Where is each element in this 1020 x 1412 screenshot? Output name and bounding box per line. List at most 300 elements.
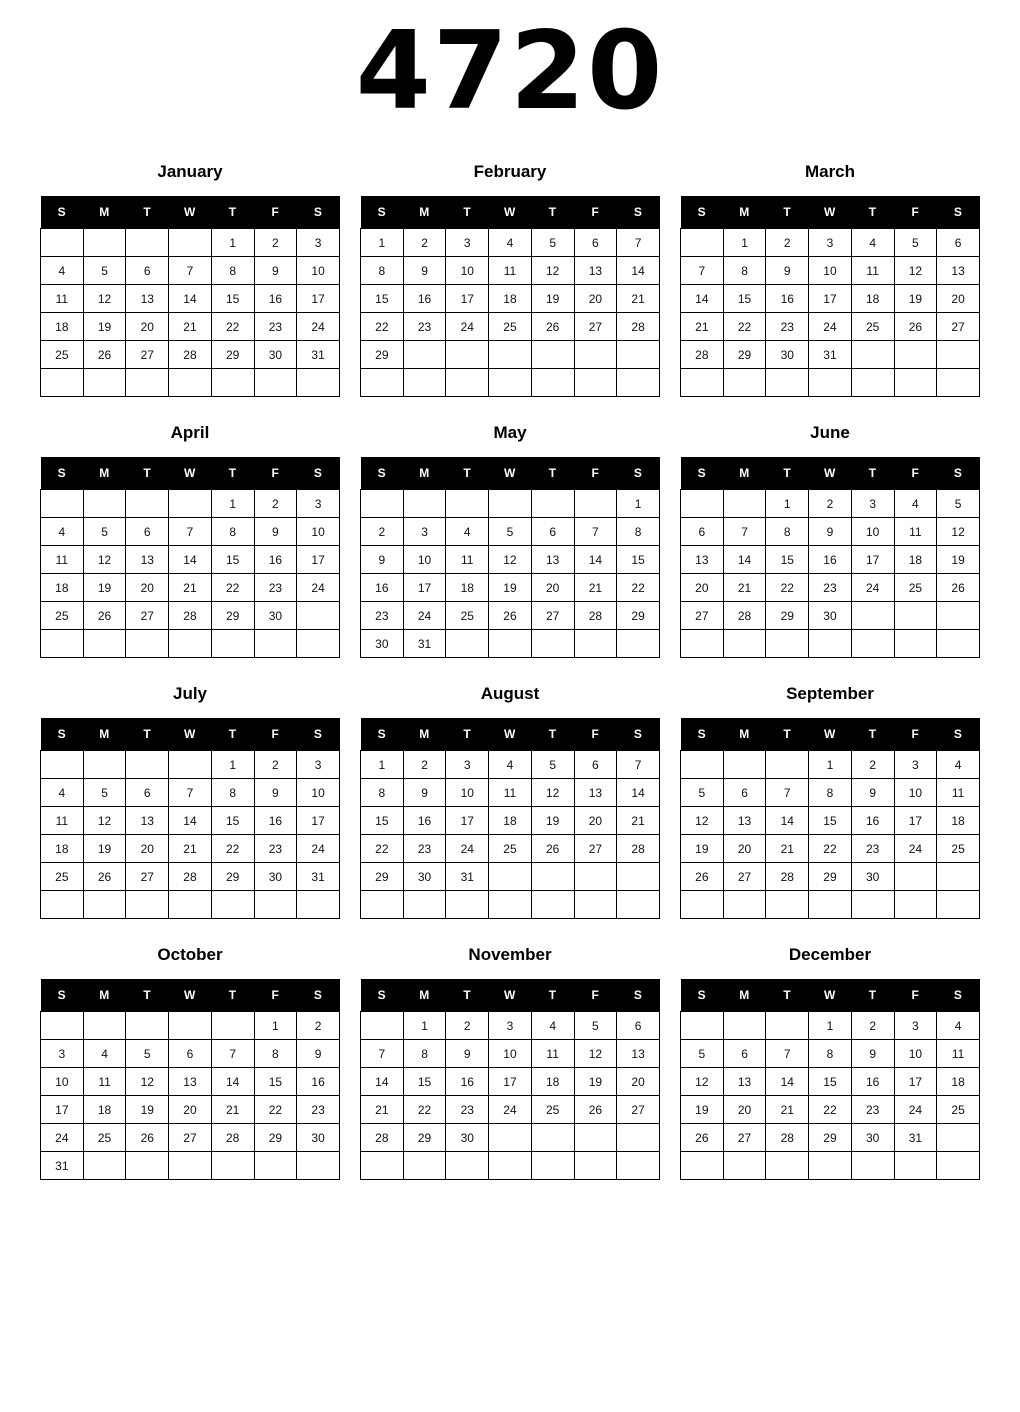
day-cell[interactable]: 1 bbox=[617, 490, 660, 518]
day-cell[interactable]: 15 bbox=[809, 807, 852, 835]
day-cell[interactable]: 25 bbox=[41, 602, 84, 630]
day-cell[interactable]: 2 bbox=[403, 229, 446, 257]
day-cell[interactable]: 7 bbox=[681, 257, 724, 285]
day-cell[interactable]: 1 bbox=[809, 1012, 852, 1040]
day-cell[interactable]: 10 bbox=[297, 779, 340, 807]
day-cell[interactable]: 17 bbox=[489, 1068, 532, 1096]
day-cell[interactable]: 12 bbox=[574, 1040, 617, 1068]
day-cell[interactable]: 6 bbox=[169, 1040, 212, 1068]
day-cell[interactable]: 15 bbox=[766, 546, 809, 574]
day-cell[interactable]: 27 bbox=[126, 341, 169, 369]
day-cell[interactable]: 21 bbox=[681, 313, 724, 341]
day-cell[interactable]: 25 bbox=[851, 313, 894, 341]
day-cell[interactable]: 29 bbox=[361, 341, 404, 369]
day-cell[interactable]: 29 bbox=[766, 602, 809, 630]
day-cell[interactable]: 24 bbox=[297, 835, 340, 863]
day-cell[interactable]: 25 bbox=[937, 1096, 980, 1124]
day-cell[interactable]: 17 bbox=[41, 1096, 84, 1124]
day-cell[interactable]: 19 bbox=[681, 835, 724, 863]
day-cell[interactable]: 8 bbox=[403, 1040, 446, 1068]
day-cell[interactable]: 29 bbox=[809, 863, 852, 891]
day-cell[interactable]: 2 bbox=[851, 751, 894, 779]
day-cell[interactable]: 23 bbox=[766, 313, 809, 341]
day-cell[interactable]: 21 bbox=[617, 807, 660, 835]
day-cell[interactable]: 20 bbox=[937, 285, 980, 313]
day-cell[interactable]: 25 bbox=[446, 602, 489, 630]
day-cell[interactable]: 13 bbox=[723, 1068, 766, 1096]
day-cell[interactable]: 28 bbox=[574, 602, 617, 630]
day-cell[interactable]: 21 bbox=[574, 574, 617, 602]
day-cell[interactable]: 27 bbox=[681, 602, 724, 630]
day-cell[interactable]: 29 bbox=[254, 1124, 297, 1152]
day-cell[interactable]: 22 bbox=[723, 313, 766, 341]
day-cell[interactable]: 30 bbox=[254, 863, 297, 891]
day-cell[interactable]: 26 bbox=[83, 863, 126, 891]
day-cell[interactable]: 17 bbox=[809, 285, 852, 313]
day-cell[interactable]: 21 bbox=[617, 285, 660, 313]
day-cell[interactable]: 27 bbox=[723, 863, 766, 891]
day-cell[interactable]: 2 bbox=[446, 1012, 489, 1040]
day-cell[interactable]: 10 bbox=[403, 546, 446, 574]
day-cell[interactable]: 13 bbox=[169, 1068, 212, 1096]
day-cell[interactable]: 30 bbox=[254, 602, 297, 630]
day-cell[interactable]: 7 bbox=[169, 518, 212, 546]
day-cell[interactable]: 11 bbox=[489, 779, 532, 807]
day-cell[interactable]: 21 bbox=[211, 1096, 254, 1124]
day-cell[interactable]: 6 bbox=[617, 1012, 660, 1040]
day-cell[interactable]: 29 bbox=[809, 1124, 852, 1152]
day-cell[interactable]: 3 bbox=[851, 490, 894, 518]
day-cell[interactable]: 23 bbox=[403, 313, 446, 341]
day-cell[interactable]: 5 bbox=[83, 518, 126, 546]
day-cell[interactable]: 6 bbox=[681, 518, 724, 546]
day-cell[interactable]: 15 bbox=[617, 546, 660, 574]
day-cell[interactable]: 22 bbox=[617, 574, 660, 602]
day-cell[interactable]: 11 bbox=[41, 807, 84, 835]
day-cell[interactable]: 4 bbox=[83, 1040, 126, 1068]
day-cell[interactable]: 13 bbox=[574, 779, 617, 807]
day-cell[interactable]: 27 bbox=[531, 602, 574, 630]
day-cell[interactable]: 18 bbox=[489, 285, 532, 313]
day-cell[interactable]: 14 bbox=[723, 546, 766, 574]
day-cell[interactable]: 14 bbox=[169, 807, 212, 835]
day-cell[interactable]: 28 bbox=[169, 341, 212, 369]
day-cell[interactable]: 17 bbox=[851, 546, 894, 574]
day-cell[interactable]: 31 bbox=[297, 863, 340, 891]
day-cell[interactable]: 5 bbox=[681, 1040, 724, 1068]
day-cell[interactable]: 15 bbox=[723, 285, 766, 313]
day-cell[interactable]: 7 bbox=[766, 1040, 809, 1068]
day-cell[interactable]: 18 bbox=[851, 285, 894, 313]
day-cell[interactable]: 18 bbox=[83, 1096, 126, 1124]
day-cell[interactable]: 9 bbox=[403, 779, 446, 807]
day-cell[interactable]: 8 bbox=[211, 518, 254, 546]
day-cell[interactable]: 1 bbox=[809, 751, 852, 779]
day-cell[interactable]: 4 bbox=[41, 518, 84, 546]
day-cell[interactable]: 5 bbox=[83, 779, 126, 807]
day-cell[interactable]: 28 bbox=[617, 835, 660, 863]
day-cell[interactable]: 5 bbox=[126, 1040, 169, 1068]
day-cell[interactable]: 6 bbox=[723, 779, 766, 807]
day-cell[interactable]: 15 bbox=[254, 1068, 297, 1096]
day-cell[interactable]: 11 bbox=[446, 546, 489, 574]
day-cell[interactable]: 24 bbox=[446, 835, 489, 863]
day-cell[interactable]: 25 bbox=[489, 835, 532, 863]
day-cell[interactable]: 23 bbox=[403, 835, 446, 863]
day-cell[interactable]: 16 bbox=[403, 285, 446, 313]
day-cell[interactable]: 7 bbox=[617, 751, 660, 779]
day-cell[interactable]: 3 bbox=[297, 751, 340, 779]
day-cell[interactable]: 24 bbox=[489, 1096, 532, 1124]
day-cell[interactable]: 18 bbox=[41, 574, 84, 602]
day-cell[interactable]: 8 bbox=[617, 518, 660, 546]
day-cell[interactable]: 12 bbox=[937, 518, 980, 546]
day-cell[interactable]: 17 bbox=[446, 807, 489, 835]
day-cell[interactable]: 2 bbox=[851, 1012, 894, 1040]
day-cell[interactable]: 28 bbox=[361, 1124, 404, 1152]
day-cell[interactable]: 13 bbox=[126, 807, 169, 835]
day-cell[interactable]: 20 bbox=[723, 1096, 766, 1124]
day-cell[interactable]: 24 bbox=[297, 574, 340, 602]
day-cell[interactable]: 19 bbox=[83, 313, 126, 341]
day-cell[interactable]: 16 bbox=[254, 807, 297, 835]
day-cell[interactable]: 6 bbox=[937, 229, 980, 257]
day-cell[interactable]: 8 bbox=[809, 1040, 852, 1068]
day-cell[interactable]: 1 bbox=[361, 229, 404, 257]
day-cell[interactable]: 16 bbox=[297, 1068, 340, 1096]
day-cell[interactable]: 27 bbox=[169, 1124, 212, 1152]
day-cell[interactable]: 25 bbox=[83, 1124, 126, 1152]
day-cell[interactable]: 23 bbox=[809, 574, 852, 602]
day-cell[interactable]: 15 bbox=[211, 285, 254, 313]
day-cell[interactable]: 19 bbox=[681, 1096, 724, 1124]
day-cell[interactable]: 13 bbox=[126, 546, 169, 574]
day-cell[interactable]: 8 bbox=[254, 1040, 297, 1068]
day-cell[interactable]: 31 bbox=[41, 1152, 84, 1180]
day-cell[interactable]: 7 bbox=[169, 257, 212, 285]
day-cell[interactable]: 31 bbox=[894, 1124, 937, 1152]
day-cell[interactable]: 29 bbox=[211, 341, 254, 369]
day-cell[interactable]: 3 bbox=[894, 751, 937, 779]
day-cell[interactable]: 22 bbox=[403, 1096, 446, 1124]
day-cell[interactable]: 11 bbox=[41, 546, 84, 574]
day-cell[interactable]: 24 bbox=[446, 313, 489, 341]
day-cell[interactable]: 26 bbox=[681, 1124, 724, 1152]
day-cell[interactable]: 5 bbox=[574, 1012, 617, 1040]
day-cell[interactable]: 19 bbox=[574, 1068, 617, 1096]
day-cell[interactable]: 2 bbox=[361, 518, 404, 546]
day-cell[interactable]: 17 bbox=[894, 1068, 937, 1096]
day-cell[interactable]: 23 bbox=[297, 1096, 340, 1124]
day-cell[interactable]: 14 bbox=[361, 1068, 404, 1096]
day-cell[interactable]: 1 bbox=[723, 229, 766, 257]
day-cell[interactable]: 12 bbox=[681, 807, 724, 835]
day-cell[interactable]: 5 bbox=[681, 779, 724, 807]
day-cell[interactable]: 30 bbox=[809, 602, 852, 630]
day-cell[interactable]: 21 bbox=[766, 1096, 809, 1124]
day-cell[interactable]: 18 bbox=[937, 807, 980, 835]
day-cell[interactable]: 2 bbox=[254, 490, 297, 518]
day-cell[interactable]: 6 bbox=[723, 1040, 766, 1068]
day-cell[interactable]: 10 bbox=[809, 257, 852, 285]
day-cell[interactable]: 27 bbox=[574, 313, 617, 341]
day-cell[interactable]: 2 bbox=[254, 751, 297, 779]
day-cell[interactable]: 7 bbox=[169, 779, 212, 807]
day-cell[interactable]: 2 bbox=[254, 229, 297, 257]
day-cell[interactable]: 12 bbox=[83, 807, 126, 835]
day-cell[interactable]: 25 bbox=[937, 835, 980, 863]
day-cell[interactable]: 16 bbox=[403, 807, 446, 835]
day-cell[interactable]: 6 bbox=[574, 751, 617, 779]
day-cell[interactable]: 22 bbox=[211, 313, 254, 341]
day-cell[interactable]: 5 bbox=[894, 229, 937, 257]
day-cell[interactable]: 22 bbox=[361, 835, 404, 863]
day-cell[interactable]: 19 bbox=[531, 807, 574, 835]
day-cell[interactable]: 30 bbox=[403, 863, 446, 891]
day-cell[interactable]: 4 bbox=[894, 490, 937, 518]
day-cell[interactable]: 28 bbox=[169, 602, 212, 630]
day-cell[interactable]: 30 bbox=[254, 341, 297, 369]
day-cell[interactable]: 26 bbox=[681, 863, 724, 891]
day-cell[interactable]: 4 bbox=[851, 229, 894, 257]
day-cell[interactable]: 8 bbox=[211, 779, 254, 807]
day-cell[interactable]: 4 bbox=[41, 779, 84, 807]
day-cell[interactable]: 20 bbox=[126, 574, 169, 602]
day-cell[interactable]: 9 bbox=[254, 518, 297, 546]
day-cell[interactable]: 8 bbox=[211, 257, 254, 285]
day-cell[interactable]: 24 bbox=[41, 1124, 84, 1152]
day-cell[interactable]: 10 bbox=[894, 779, 937, 807]
day-cell[interactable]: 29 bbox=[403, 1124, 446, 1152]
day-cell[interactable]: 18 bbox=[446, 574, 489, 602]
day-cell[interactable]: 11 bbox=[937, 1040, 980, 1068]
day-cell[interactable]: 13 bbox=[617, 1040, 660, 1068]
day-cell[interactable]: 17 bbox=[446, 285, 489, 313]
day-cell[interactable]: 9 bbox=[297, 1040, 340, 1068]
day-cell[interactable]: 27 bbox=[723, 1124, 766, 1152]
day-cell[interactable]: 31 bbox=[403, 630, 446, 658]
day-cell[interactable]: 28 bbox=[766, 863, 809, 891]
day-cell[interactable]: 1 bbox=[211, 490, 254, 518]
day-cell[interactable]: 25 bbox=[489, 313, 532, 341]
day-cell[interactable]: 13 bbox=[574, 257, 617, 285]
day-cell[interactable]: 11 bbox=[894, 518, 937, 546]
day-cell[interactable]: 19 bbox=[126, 1096, 169, 1124]
day-cell[interactable]: 19 bbox=[83, 835, 126, 863]
day-cell[interactable]: 17 bbox=[297, 285, 340, 313]
day-cell[interactable]: 26 bbox=[894, 313, 937, 341]
day-cell[interactable]: 12 bbox=[531, 257, 574, 285]
day-cell[interactable]: 10 bbox=[41, 1068, 84, 1096]
day-cell[interactable]: 16 bbox=[851, 1068, 894, 1096]
day-cell[interactable]: 20 bbox=[126, 835, 169, 863]
day-cell[interactable]: 24 bbox=[809, 313, 852, 341]
day-cell[interactable]: 18 bbox=[41, 835, 84, 863]
day-cell[interactable]: 30 bbox=[851, 863, 894, 891]
day-cell[interactable]: 29 bbox=[361, 863, 404, 891]
day-cell[interactable]: 20 bbox=[126, 313, 169, 341]
day-cell[interactable]: 26 bbox=[83, 341, 126, 369]
day-cell[interactable]: 11 bbox=[937, 779, 980, 807]
day-cell[interactable]: 12 bbox=[489, 546, 532, 574]
day-cell[interactable]: 20 bbox=[681, 574, 724, 602]
day-cell[interactable]: 10 bbox=[851, 518, 894, 546]
day-cell[interactable]: 9 bbox=[766, 257, 809, 285]
day-cell[interactable]: 22 bbox=[361, 313, 404, 341]
day-cell[interactable]: 5 bbox=[531, 229, 574, 257]
day-cell[interactable]: 23 bbox=[254, 574, 297, 602]
day-cell[interactable]: 5 bbox=[531, 751, 574, 779]
day-cell[interactable]: 30 bbox=[297, 1124, 340, 1152]
day-cell[interactable]: 11 bbox=[41, 285, 84, 313]
day-cell[interactable]: 19 bbox=[489, 574, 532, 602]
day-cell[interactable]: 14 bbox=[766, 1068, 809, 1096]
day-cell[interactable]: 19 bbox=[937, 546, 980, 574]
day-cell[interactable]: 2 bbox=[809, 490, 852, 518]
day-cell[interactable]: 12 bbox=[681, 1068, 724, 1096]
day-cell[interactable]: 3 bbox=[41, 1040, 84, 1068]
day-cell[interactable]: 3 bbox=[894, 1012, 937, 1040]
day-cell[interactable]: 5 bbox=[489, 518, 532, 546]
day-cell[interactable]: 13 bbox=[937, 257, 980, 285]
day-cell[interactable]: 14 bbox=[211, 1068, 254, 1096]
day-cell[interactable]: 14 bbox=[766, 807, 809, 835]
day-cell[interactable]: 4 bbox=[489, 751, 532, 779]
day-cell[interactable]: 31 bbox=[297, 341, 340, 369]
day-cell[interactable]: 22 bbox=[809, 1096, 852, 1124]
day-cell[interactable]: 27 bbox=[126, 602, 169, 630]
day-cell[interactable]: 28 bbox=[681, 341, 724, 369]
day-cell[interactable]: 15 bbox=[403, 1068, 446, 1096]
day-cell[interactable]: 7 bbox=[766, 779, 809, 807]
day-cell[interactable]: 15 bbox=[211, 546, 254, 574]
day-cell[interactable]: 16 bbox=[254, 546, 297, 574]
day-cell[interactable]: 27 bbox=[617, 1096, 660, 1124]
day-cell[interactable]: 5 bbox=[83, 257, 126, 285]
day-cell[interactable]: 9 bbox=[361, 546, 404, 574]
day-cell[interactable]: 18 bbox=[894, 546, 937, 574]
day-cell[interactable]: 8 bbox=[361, 779, 404, 807]
day-cell[interactable]: 12 bbox=[894, 257, 937, 285]
day-cell[interactable]: 16 bbox=[851, 807, 894, 835]
day-cell[interactable]: 16 bbox=[361, 574, 404, 602]
day-cell[interactable]: 3 bbox=[809, 229, 852, 257]
day-cell[interactable]: 9 bbox=[851, 779, 894, 807]
day-cell[interactable]: 15 bbox=[211, 807, 254, 835]
day-cell[interactable]: 21 bbox=[169, 574, 212, 602]
day-cell[interactable]: 6 bbox=[126, 518, 169, 546]
day-cell[interactable]: 18 bbox=[489, 807, 532, 835]
day-cell[interactable]: 25 bbox=[41, 863, 84, 891]
day-cell[interactable]: 19 bbox=[894, 285, 937, 313]
day-cell[interactable]: 30 bbox=[851, 1124, 894, 1152]
day-cell[interactable]: 22 bbox=[809, 835, 852, 863]
day-cell[interactable]: 18 bbox=[531, 1068, 574, 1096]
day-cell[interactable]: 2 bbox=[403, 751, 446, 779]
day-cell[interactable]: 4 bbox=[446, 518, 489, 546]
day-cell[interactable]: 8 bbox=[809, 779, 852, 807]
day-cell[interactable]: 26 bbox=[83, 602, 126, 630]
day-cell[interactable]: 15 bbox=[809, 1068, 852, 1096]
day-cell[interactable]: 11 bbox=[851, 257, 894, 285]
day-cell[interactable]: 1 bbox=[766, 490, 809, 518]
day-cell[interactable]: 21 bbox=[723, 574, 766, 602]
day-cell[interactable]: 22 bbox=[254, 1096, 297, 1124]
day-cell[interactable]: 16 bbox=[446, 1068, 489, 1096]
day-cell[interactable]: 27 bbox=[126, 863, 169, 891]
day-cell[interactable]: 6 bbox=[531, 518, 574, 546]
day-cell[interactable]: 9 bbox=[403, 257, 446, 285]
day-cell[interactable]: 19 bbox=[531, 285, 574, 313]
day-cell[interactable]: 23 bbox=[254, 313, 297, 341]
day-cell[interactable]: 28 bbox=[723, 602, 766, 630]
day-cell[interactable]: 1 bbox=[211, 751, 254, 779]
day-cell[interactable]: 29 bbox=[617, 602, 660, 630]
day-cell[interactable]: 20 bbox=[617, 1068, 660, 1096]
day-cell[interactable]: 24 bbox=[894, 1096, 937, 1124]
day-cell[interactable]: 16 bbox=[809, 546, 852, 574]
day-cell[interactable]: 16 bbox=[254, 285, 297, 313]
day-cell[interactable]: 26 bbox=[937, 574, 980, 602]
day-cell[interactable]: 13 bbox=[126, 285, 169, 313]
day-cell[interactable]: 29 bbox=[723, 341, 766, 369]
day-cell[interactable]: 4 bbox=[937, 1012, 980, 1040]
day-cell[interactable]: 10 bbox=[297, 257, 340, 285]
day-cell[interactable]: 28 bbox=[169, 863, 212, 891]
day-cell[interactable]: 9 bbox=[809, 518, 852, 546]
day-cell[interactable]: 24 bbox=[297, 313, 340, 341]
day-cell[interactable]: 29 bbox=[211, 602, 254, 630]
day-cell[interactable]: 17 bbox=[297, 807, 340, 835]
day-cell[interactable]: 3 bbox=[446, 751, 489, 779]
day-cell[interactable]: 14 bbox=[617, 779, 660, 807]
day-cell[interactable]: 10 bbox=[297, 518, 340, 546]
day-cell[interactable]: 22 bbox=[211, 835, 254, 863]
day-cell[interactable]: 18 bbox=[937, 1068, 980, 1096]
day-cell[interactable]: 2 bbox=[297, 1012, 340, 1040]
day-cell[interactable]: 13 bbox=[681, 546, 724, 574]
day-cell[interactable]: 15 bbox=[361, 807, 404, 835]
day-cell[interactable]: 30 bbox=[766, 341, 809, 369]
day-cell[interactable]: 20 bbox=[574, 807, 617, 835]
day-cell[interactable]: 7 bbox=[211, 1040, 254, 1068]
day-cell[interactable]: 29 bbox=[211, 863, 254, 891]
day-cell[interactable]: 4 bbox=[41, 257, 84, 285]
day-cell[interactable]: 9 bbox=[254, 257, 297, 285]
day-cell[interactable]: 17 bbox=[297, 546, 340, 574]
day-cell[interactable]: 25 bbox=[531, 1096, 574, 1124]
day-cell[interactable]: 3 bbox=[446, 229, 489, 257]
day-cell[interactable]: 20 bbox=[531, 574, 574, 602]
day-cell[interactable]: 1 bbox=[254, 1012, 297, 1040]
day-cell[interactable]: 6 bbox=[126, 779, 169, 807]
day-cell[interactable]: 12 bbox=[531, 779, 574, 807]
day-cell[interactable]: 4 bbox=[937, 751, 980, 779]
day-cell[interactable]: 23 bbox=[361, 602, 404, 630]
day-cell[interactable]: 25 bbox=[894, 574, 937, 602]
day-cell[interactable]: 16 bbox=[766, 285, 809, 313]
day-cell[interactable]: 3 bbox=[297, 229, 340, 257]
day-cell[interactable]: 13 bbox=[531, 546, 574, 574]
day-cell[interactable]: 17 bbox=[403, 574, 446, 602]
day-cell[interactable]: 26 bbox=[126, 1124, 169, 1152]
day-cell[interactable]: 3 bbox=[489, 1012, 532, 1040]
day-cell[interactable]: 2 bbox=[766, 229, 809, 257]
day-cell[interactable]: 20 bbox=[169, 1096, 212, 1124]
day-cell[interactable]: 10 bbox=[446, 257, 489, 285]
day-cell[interactable]: 6 bbox=[126, 257, 169, 285]
day-cell[interactable]: 4 bbox=[489, 229, 532, 257]
